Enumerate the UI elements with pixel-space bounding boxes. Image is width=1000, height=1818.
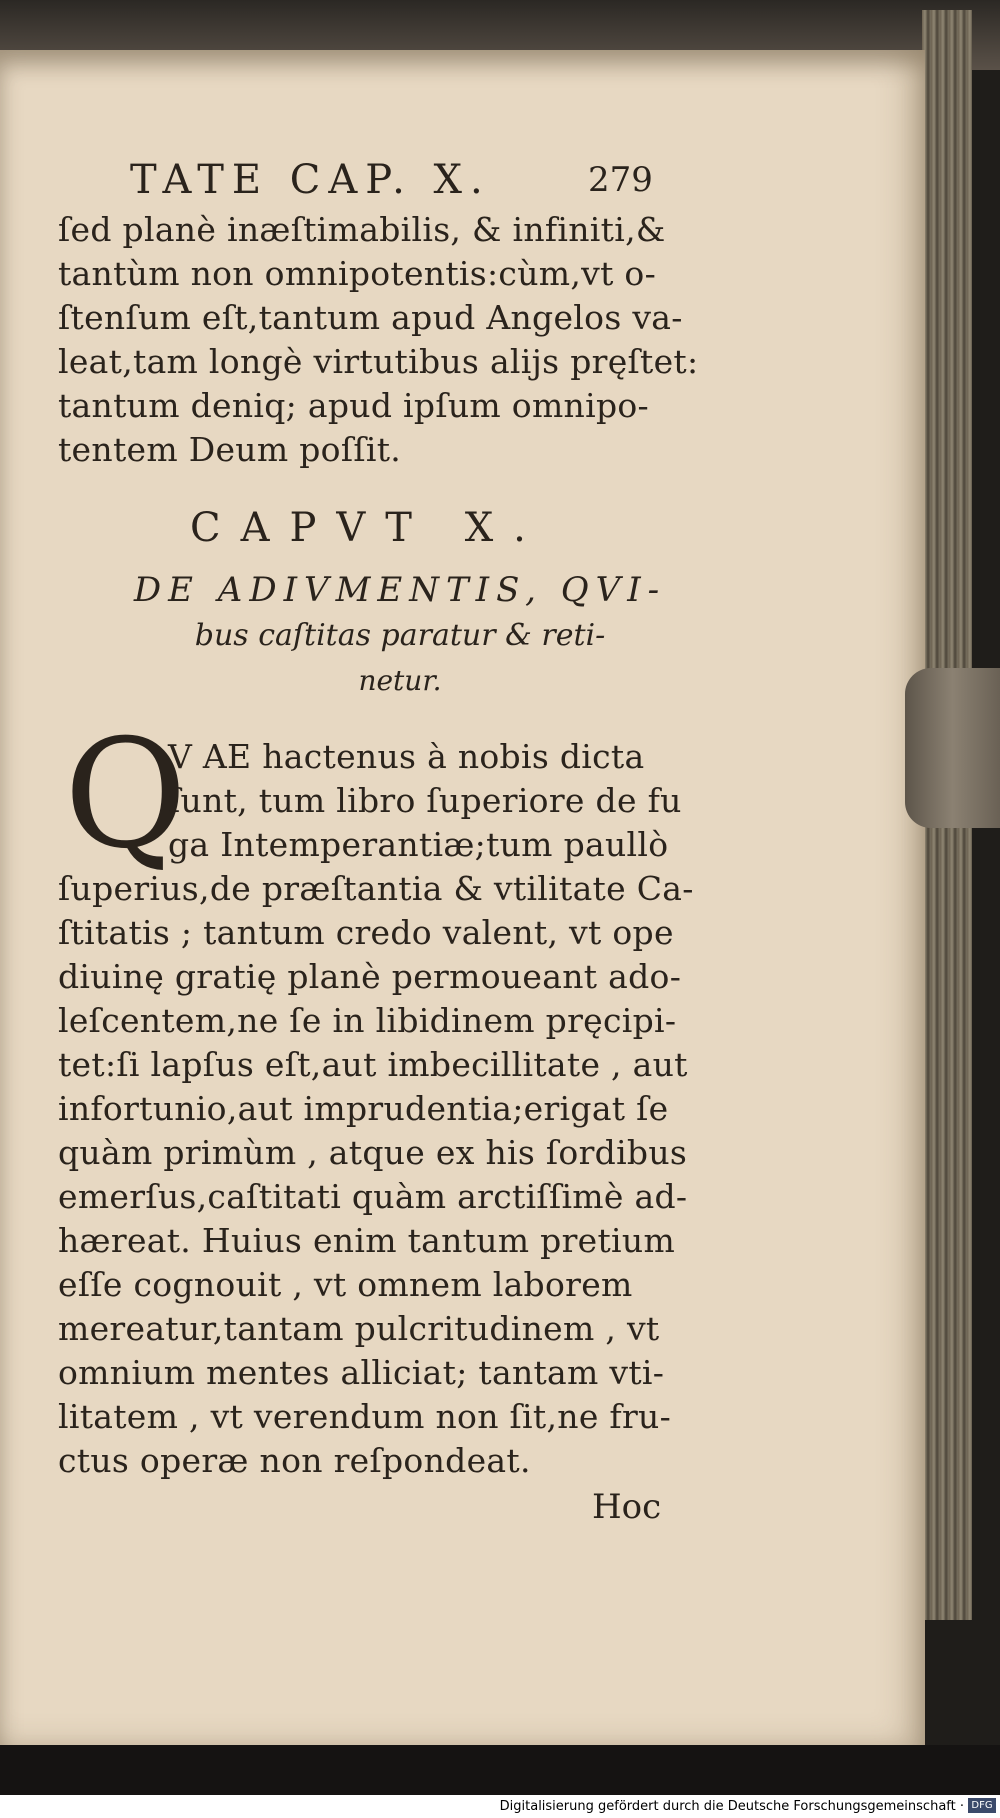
chapter-heading: CAPVT X. <box>190 505 546 551</box>
text-line: tantùm non omnipotentis:cùm,vt o- <box>58 254 657 293</box>
drop-cap: Q <box>64 708 187 882</box>
text-line: leſcentem,ne ſe in libidinem pręcipi- <box>58 1001 677 1040</box>
text-line: ſunt, tum libro ſuperiore de fu <box>168 781 682 820</box>
text-line: ctus operæ non reſpondeat. <box>58 1441 531 1480</box>
text-line: eſſe cognouit , vt omnem laborem <box>58 1265 633 1304</box>
text-line: tentem Deum poſſit. <box>58 430 402 469</box>
running-title: TATE CAP. X. <box>130 157 491 203</box>
text-line: diuinę gratię planè permoueant ado- <box>58 957 682 996</box>
text-line: tantum deniq; apud ipſum omnipo- <box>58 386 649 425</box>
text-line: ſed planè inæſtimabilis, & infiniti,& <box>58 210 666 249</box>
catch-word: Hoc <box>592 1487 662 1527</box>
dfg-logo: DFG <box>968 1798 996 1813</box>
text-line: ga Intemperantiæ;tum paullò <box>168 825 669 864</box>
text-line: infortunio,aut imprudentia;erigat ſe <box>58 1089 669 1128</box>
text-line: V AE hactenus à nobis dicta <box>168 737 645 776</box>
text-line: litatem , vt verendum non ſit,ne fru- <box>58 1397 672 1436</box>
text-line: omnium mentes alliciat; tantam vti- <box>58 1353 665 1392</box>
digitization-footer <box>0 1795 1000 1818</box>
chapter-subtitle-line: DE ADIVMENTIS, QVI- <box>133 570 667 610</box>
chapter-subtitle-line: bus caſtitas paratur & reti- <box>194 618 606 653</box>
scan-bottom-shadow <box>0 1745 1000 1795</box>
page-number: 279 <box>588 160 653 200</box>
text-line: hæreat. Huius enim tantum pretium <box>58 1221 676 1260</box>
text-line: tet:ſi lapſus eſt,aut imbecillitate , aut <box>58 1045 688 1084</box>
text-line: quàm primùm , atque ex his ſordibus <box>58 1133 688 1172</box>
text-line: emerſus,caſtitati quàm arctiſſimè ad- <box>58 1177 688 1216</box>
text-line: ſtitatis ; tantum credo valent, vt ope <box>58 913 674 952</box>
footer-credit: Digitalisierung gefördert durch die Deutsche Forschungsgemeinschaft · <box>499 1799 964 1814</box>
text-line: leat,tam longè virtutibus alijs pręſtet: <box>58 342 699 381</box>
text-line: ſuperius,de præſtantia & vtilitate Ca- <box>58 869 694 908</box>
text-line: ſtenſum eſt,tantum apud Angelos va- <box>58 298 683 337</box>
chapter-subtitle-line: netur. <box>358 664 442 697</box>
text-line: mereatur,tantam pulcritudinem , vt <box>58 1309 660 1348</box>
book-clasp-tab <box>905 668 1000 828</box>
